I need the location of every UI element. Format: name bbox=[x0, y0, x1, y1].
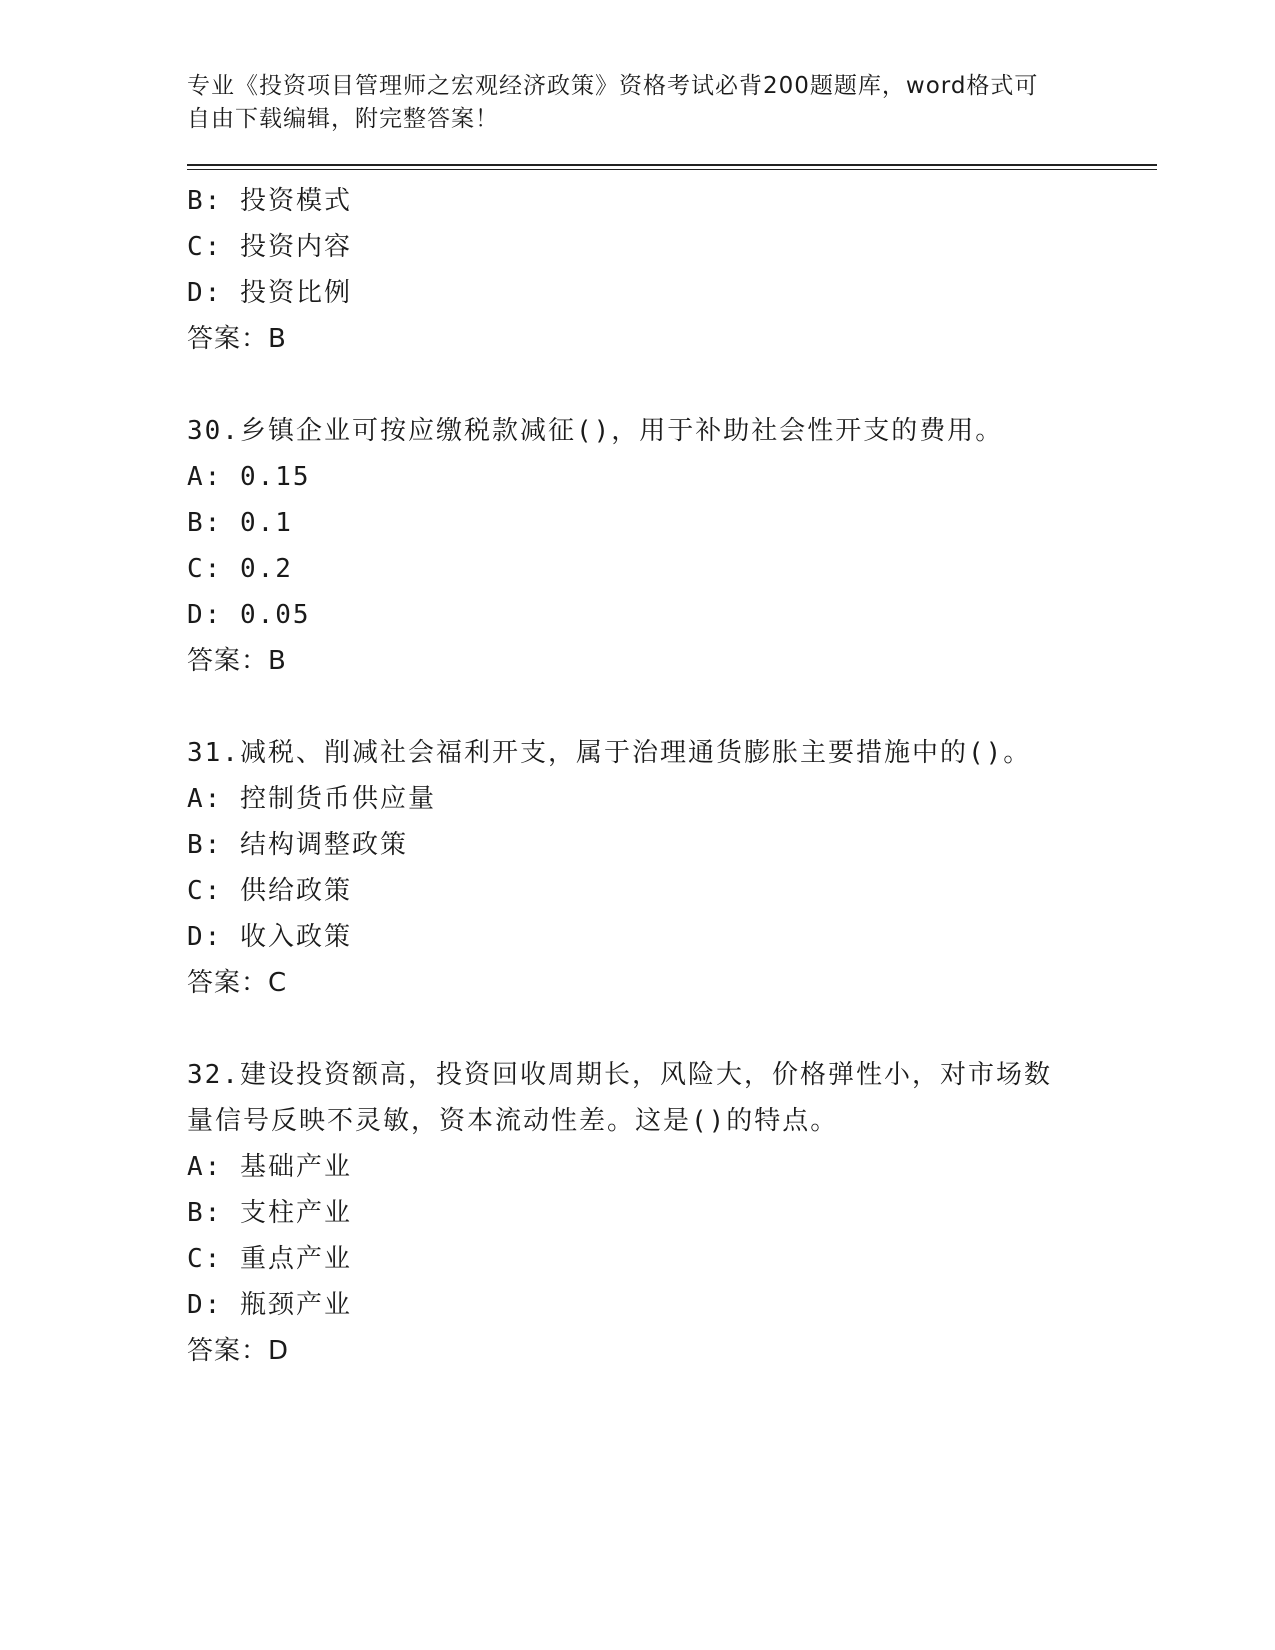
option-b: B: 结构调整政策 bbox=[187, 830, 408, 860]
answer-line: 答案：D bbox=[187, 1336, 290, 1366]
option-a: A: 控制货币供应量 bbox=[187, 784, 436, 814]
document-header bbox=[187, 70, 1067, 136]
answer-line: 答案：B bbox=[187, 324, 287, 354]
question-text: 31.减税、削减社会福利开支，属于治理通货膨胀主要措施中的()。 bbox=[187, 738, 1032, 768]
option-c: C: 供给政策 bbox=[187, 876, 352, 906]
option-b: B: 0.1 bbox=[187, 508, 293, 538]
header-line-2: 自由下载编辑，附完整答案！ bbox=[187, 106, 499, 132]
header-divider bbox=[187, 164, 1157, 170]
question-text-line-1: 32.建设投资额高，投资回收周期长，风险大，价格弹性小，对市场数 bbox=[187, 1060, 1052, 1090]
option-a: A: 0.15 bbox=[187, 462, 311, 492]
option-d: D: 投资比例 bbox=[187, 278, 352, 308]
question-30 bbox=[187, 408, 1157, 684]
option-d: D: 瓶颈产业 bbox=[187, 1290, 352, 1320]
option-d: D: 0.05 bbox=[187, 600, 311, 630]
question-31 bbox=[187, 730, 1157, 1006]
option-a: A: 基础产业 bbox=[187, 1152, 352, 1182]
question-text: 30.乡镇企业可按应缴税款减征()，用于补助社会性开支的费用。 bbox=[187, 416, 1004, 446]
option-b: B: 支柱产业 bbox=[187, 1198, 352, 1228]
question-text-line-2: 量信号反映不灵敏，资本流动性差。这是()的特点。 bbox=[187, 1106, 839, 1136]
answer-line: 答案：B bbox=[187, 646, 287, 676]
option-c: C: 投资内容 bbox=[187, 232, 352, 262]
header-line-1: 专业《投资项目管理师之宏观经济政策》资格考试必背200题题库，word格式可 bbox=[187, 73, 1039, 99]
option-c: C: 0.2 bbox=[187, 554, 293, 584]
option-b: B: 投资模式 bbox=[187, 186, 352, 216]
document-page bbox=[187, 70, 1157, 1374]
answer-line: 答案：C bbox=[187, 968, 288, 998]
question-list bbox=[187, 178, 1157, 1374]
question-32 bbox=[187, 1052, 1157, 1374]
option-d: D: 收入政策 bbox=[187, 922, 352, 952]
option-c: C: 重点产业 bbox=[187, 1244, 352, 1274]
partial-question bbox=[187, 178, 1157, 362]
